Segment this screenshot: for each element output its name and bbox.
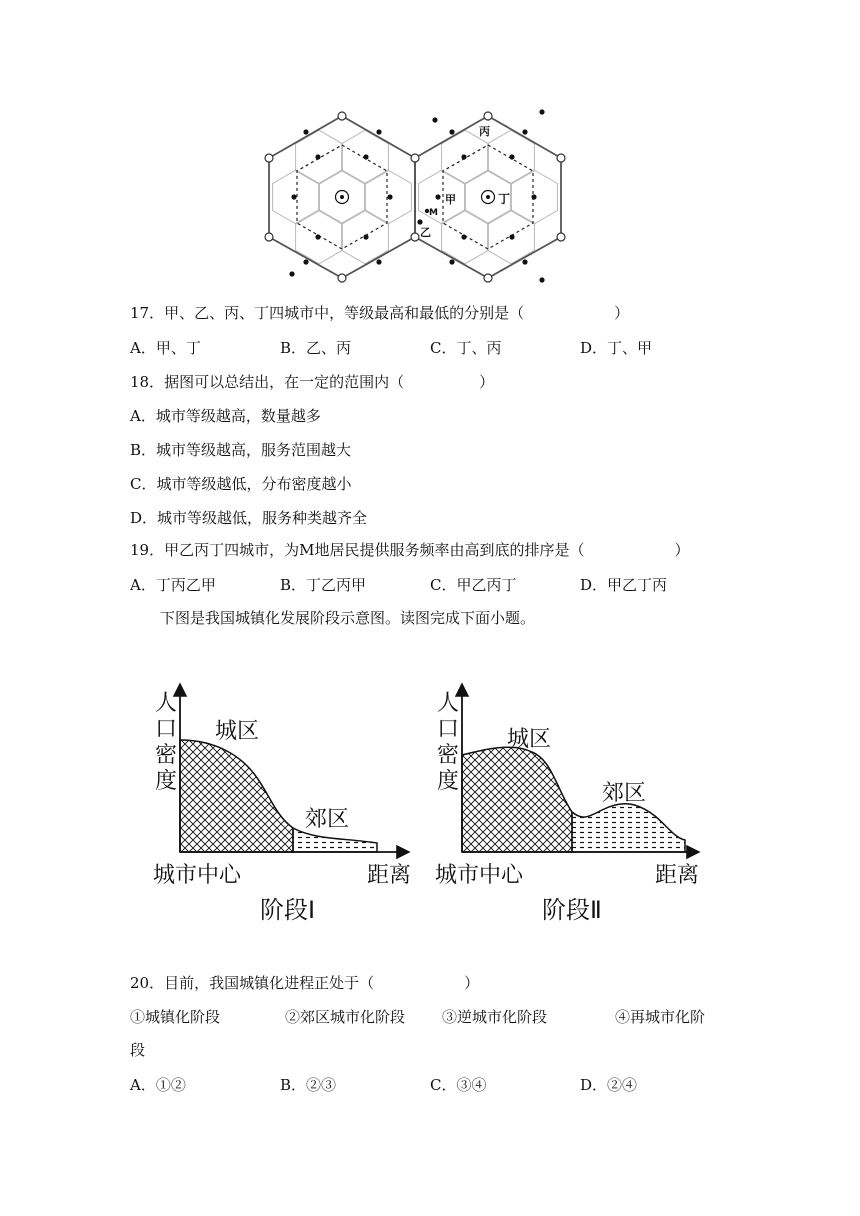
urbanization-stage-figure bbox=[145, 680, 725, 930]
q18-option-c[interactable]: C．城市等级越低，分布密度越小 bbox=[130, 475, 352, 493]
stage1-suburb-label: 郊区 bbox=[305, 807, 350, 832]
q20-choice-1: ①城镇化阶段 bbox=[130, 1008, 221, 1026]
stage1-ylabel-4: 度 bbox=[155, 769, 178, 794]
stage2-city-label: 城区 bbox=[507, 727, 552, 752]
q19-option-c[interactable]: C．甲乙丙丁 bbox=[430, 576, 517, 594]
q18-option-b[interactable]: B．城市等级越高，服务范围越大 bbox=[130, 441, 352, 459]
stage2-suburb-area bbox=[572, 804, 685, 852]
q17-stem: 17．甲、乙、丙、丁四城市中，等级最高和最低的分别是（ ） bbox=[130, 304, 630, 322]
q20-choice-3: ③逆城市化阶段 bbox=[442, 1008, 548, 1026]
q18-option-d[interactable]: D．城市等级越低，服务种类越齐全 bbox=[130, 509, 368, 527]
q20-choice-2: ②郊区城市化阶段 bbox=[285, 1008, 406, 1026]
stage1-city-label: 城区 bbox=[215, 719, 260, 744]
small-hex-ring bbox=[419, 170, 466, 224]
q20-option-b[interactable]: B．②③ bbox=[280, 1076, 337, 1094]
stage1-chart bbox=[153, 686, 411, 924]
stage1-x-label: 距离 bbox=[367, 863, 412, 888]
hex-grid-outer bbox=[269, 116, 561, 278]
label-yi: 乙 bbox=[420, 226, 431, 239]
stage1-origin-label: 城市中心 bbox=[153, 863, 242, 888]
intro-text: 下图是我国城镇化发展阶段示意图。读图完成下面小题。 bbox=[160, 609, 536, 627]
label-jia: 甲 bbox=[445, 193, 456, 206]
q18-option-a[interactable]: A．城市等级越高，数量越多 bbox=[130, 407, 321, 425]
stage2-title: 阶段Ⅱ bbox=[542, 896, 602, 924]
stage2-ylabel-2: 口 bbox=[437, 717, 460, 742]
stage1-ylabel-1: 人 bbox=[155, 691, 178, 716]
stage2-ylabel-4: 度 bbox=[437, 769, 460, 794]
label-ding: 丁 bbox=[498, 192, 511, 206]
stage1-city-area bbox=[180, 740, 293, 852]
q20-option-a[interactable]: A．①② bbox=[130, 1076, 186, 1094]
q17-option-b[interactable]: B．乙、丙 bbox=[280, 339, 352, 357]
stage2-origin-label: 城市中心 bbox=[435, 863, 524, 888]
q19-stem: 19．甲乙丙丁四城市，为M地居民提供服务频率由高到底的排序是（ ） bbox=[130, 541, 690, 559]
q20-option-c[interactable]: C．③④ bbox=[430, 1076, 487, 1094]
label-bing: 丙 bbox=[479, 125, 490, 138]
q17-option-a[interactable]: A．甲、丁 bbox=[130, 339, 201, 357]
q20-stem: 20．目前，我国城镇化进程正处于（ ） bbox=[130, 974, 480, 992]
q19-option-b[interactable]: B．丁乙丙甲 bbox=[280, 576, 367, 594]
stage1-ylabel-2: 口 bbox=[155, 717, 178, 742]
q20-choice-4-cont: 段 bbox=[130, 1041, 146, 1059]
stage2-ylabel-1: 人 bbox=[437, 691, 460, 716]
stage2-chart bbox=[435, 686, 699, 924]
q18-stem: 18．据图可以总结出，在一定的范围内（ ） bbox=[130, 373, 495, 391]
q20-option-d[interactable]: D．②④ bbox=[580, 1076, 638, 1094]
stage2-ylabel-3: 密 bbox=[437, 743, 460, 768]
q19-option-d[interactable]: D．甲乙丁丙 bbox=[580, 576, 668, 594]
stage2-x-label: 距离 bbox=[655, 863, 700, 888]
stage2-suburb-label: 郊区 bbox=[602, 781, 647, 806]
label-m: M bbox=[429, 208, 438, 218]
stage1-title: 阶段Ⅰ bbox=[260, 896, 316, 924]
stage1-ylabel-3: 密 bbox=[155, 743, 178, 768]
q19-option-a[interactable]: A．丁丙乙甲 bbox=[130, 576, 216, 594]
q17-option-c[interactable]: C．丁、丙 bbox=[430, 339, 502, 357]
q17-option-d[interactable]: D．丁、甲 bbox=[580, 339, 653, 357]
q20-choice-4: ④再城市化阶 bbox=[615, 1008, 706, 1026]
central-place-hex-figure bbox=[262, 104, 568, 286]
stage2-city-area bbox=[462, 747, 572, 852]
